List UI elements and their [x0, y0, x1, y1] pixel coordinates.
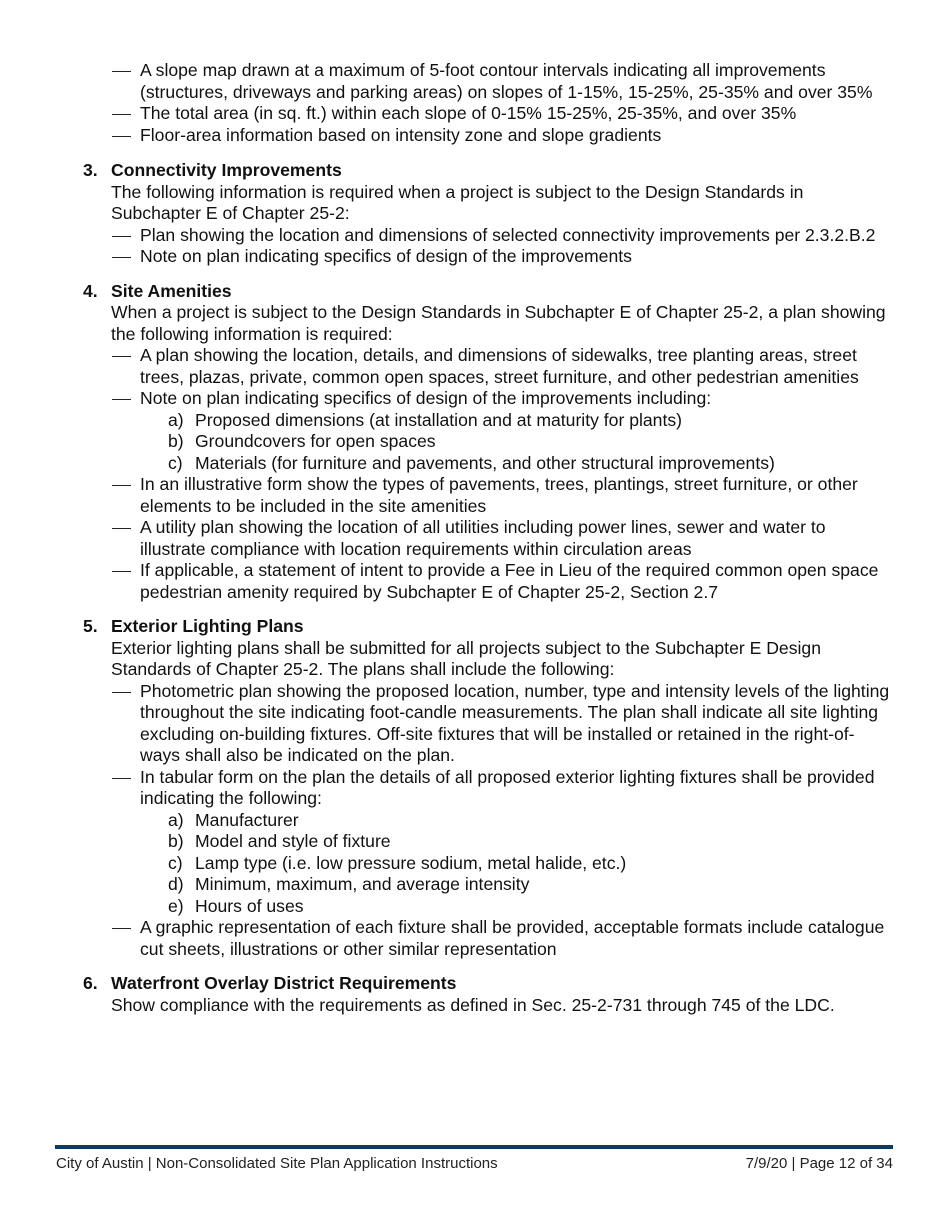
footer-divider	[55, 1145, 893, 1149]
sublist-text: Groundcovers for open spaces	[195, 431, 436, 451]
list-item-text: Note on plan indicating specifics of design of the improvements including:	[140, 388, 712, 408]
section-number: 3.	[83, 160, 98, 180]
list-item: A plan showing the location, details, and dimensions of sidewalks, tree planting areas, street trees, plazas, private, common open spaces, street furniture, and other pedestrian amenities	[111, 345, 893, 388]
page-content	[83, 60, 893, 1016]
list-item: Plan showing the location and dimensions of selected connectivity improvements per 2.3.2.B.2	[111, 225, 893, 247]
list-item: Floor-area information based on intensity zone and slope gradients	[111, 125, 893, 147]
list-item	[111, 388, 893, 474]
list-item	[111, 767, 893, 918]
sublist-item	[168, 810, 893, 832]
sublist-item	[168, 896, 893, 918]
sublist-text: Proposed dimensions (at installation and at maturity for plants)	[195, 409, 683, 430]
sublist-letter: a)	[168, 409, 184, 430]
lettered-sublist	[168, 810, 893, 918]
section-title: Site Amenities	[111, 280, 232, 301]
sublist-letter: c)	[168, 852, 183, 873]
section-intro: Exterior lighting plans shall be submitted for all projects subject to the Subchapter E Design Standards of Chapter 25-2. The plans shall include the following:	[111, 637, 821, 679]
sublist-text: Lamp type (i.e. low pressure sodium, metal halide, etc.)	[195, 852, 627, 873]
list-item: The total area (in sq. ft.) within each slope of 0-15% 15-25%, 25-35%, and over 35%	[111, 103, 893, 125]
section-heading	[83, 616, 893, 638]
sublist-letter: b)	[168, 431, 184, 451]
section-intro: When a project is subject to the Design Standards in Subchapter E of Chapter 25-2, a plan showing the following information is required:	[111, 302, 886, 344]
page-footer	[56, 1155, 893, 1173]
sublist-text: Model and style of fixture	[195, 831, 391, 851]
sublist-item	[168, 853, 893, 875]
section-heading	[83, 973, 893, 995]
section-heading	[83, 281, 893, 303]
section-title: Exterior Lighting Plans	[111, 616, 304, 636]
section-number: 4.	[83, 280, 98, 301]
sublist-letter: b)	[168, 831, 184, 851]
section-number: 5.	[83, 616, 98, 636]
sublist-text: Hours of uses	[195, 895, 304, 916]
list-item: A graphic representation of each fixture shall be provided, acceptable formats include catalogue cut sheets, illustrations or other similar representation	[111, 917, 893, 960]
section-title: Connectivity Improvements	[111, 160, 342, 180]
section-bullet-list	[111, 345, 893, 603]
section-waterfront-overlay	[83, 973, 893, 1016]
section-intro: The following information is required when a project is subject to the Design Standards in Subchapter E of Chapter 25-2:	[111, 181, 804, 223]
list-item-text: In tabular form on the plan the details of all proposed exterior lighting fixtures shall be provided indicating the following:	[140, 766, 875, 808]
section-intro: Show compliance with the requirements as defined in Sec. 25-2-731 through 745 of the LDC.	[111, 994, 835, 1015]
sublist-item	[168, 874, 893, 896]
sublist-item	[168, 410, 893, 432]
section-site-amenities	[83, 281, 893, 604]
section-connectivity-improvements	[83, 160, 893, 268]
sublist-text: Manufacturer	[195, 809, 299, 830]
list-item: Note on plan indicating specifics of design of the improvements	[111, 246, 893, 268]
sublist-letter: a)	[168, 809, 184, 830]
list-item: A utility plan showing the location of all utilities including power lines, sewer and water to illustrate compliance with location requirements within circulation areas	[111, 517, 893, 560]
lettered-sublist	[168, 410, 893, 475]
sublist-letter: c)	[168, 452, 183, 473]
sublist-item	[168, 831, 893, 853]
section-number: 6.	[83, 973, 98, 993]
sublist-letter: d)	[168, 874, 184, 894]
list-item: A slope map drawn at a maximum of 5-foot contour intervals indicating all improvements (structures, driveways and parking areas) on slopes of 1-15%, 15-25%, 25-35% and over 35%	[111, 60, 893, 103]
footer-page-info: 7/9/20 | Page 12 of 34	[745, 1155, 893, 1172]
sublist-item	[168, 453, 893, 475]
footer-document-title: City of Austin | Non-Consolidated Site Plan Application Instructions	[56, 1155, 498, 1172]
slope-info-list	[111, 60, 893, 146]
list-item: In an illustrative form show the types of pavements, trees, plantings, street furniture, or other elements to be included in the site amenities	[111, 474, 893, 517]
sublist-text: Minimum, maximum, and average intensity	[195, 874, 530, 894]
section-heading	[83, 160, 893, 182]
sublist-item	[168, 431, 893, 453]
section-exterior-lighting-plans	[83, 616, 893, 960]
section-bullet-list	[111, 225, 893, 268]
sublist-letter: e)	[168, 895, 184, 916]
list-item: Photometric plan showing the proposed location, number, type and intensity levels of the lighting throughout the site indicating foot-candle measurements. The plan shall indicate all site lighting excluding on-building fixtures. Off-site fixtures that will be installed or retained in the right-of-ways shall also be indicated on the plan.	[111, 681, 893, 767]
section-bullet-list	[111, 681, 893, 961]
list-item: If applicable, a statement of intent to provide a Fee in Lieu of the required common open space pedestrian amenity required by Subchapter E of Chapter 25-2, Section 2.7	[111, 560, 893, 603]
sublist-text: Materials (for furniture and pavements, and other structural improvements)	[195, 452, 775, 473]
section-title: Waterfront Overlay District Requirements	[111, 973, 457, 993]
